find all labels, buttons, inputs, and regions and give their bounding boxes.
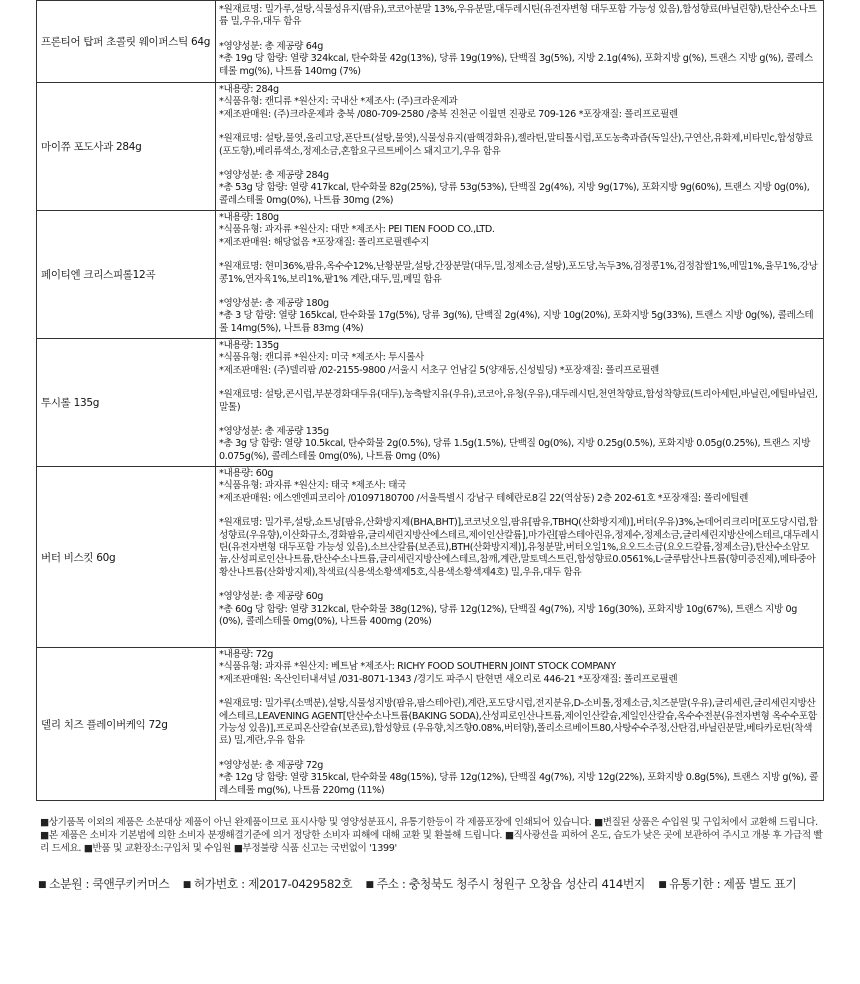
- spacer: [219, 29, 820, 41]
- nutrition-total: *영양성분: 총 제공량 284g: [219, 170, 329, 182]
- spacer: [219, 505, 820, 517]
- spacer: [219, 286, 820, 298]
- product-details: [216, 211, 824, 339]
- nutrition-total: *영양성분: 총 제공량 64g: [219, 40, 324, 52]
- notice-text: ■상기품목 이외의 제품은 소분대상 제품이 아닌 완제품이므로 표시사항 및 영양성분표시, 유통기한등이 각 제품포장에 인쇄되어 있습니다. ■변질된 상품은 수입원 및 구입처에서 교환해 드립니다. ■본 제품은 소비자 기본법에 의한 소비자 분쟁해결기준에 의거 정당한 소비자 피해에 대해 교환 및 환불해 드립니다. ■직사광선을 피하여 온도, 습도가 낮은 곳에 보관하여 주시고 개봉 후 가급적 빨리 드세요. ■반품 및 교환장소:구입처 및 수입원 ■부정불량 식품 신고는 국번없이 '1399': [40, 817, 823, 854]
- table-row: [37, 83, 824, 211]
- nutrition-facts: *총 60g 당 함량: 열량 312kcal, 탄수화물 38g(12%), 당류 12g(12%), 단백질 4g(7%), 지방 16g(30%), 포화지방 10g(67%), 트랜스 지방 0g(0%), 콜레스테롤 0mg(0%), 나트륨 400mg (20%): [219, 603, 797, 628]
- square-bullet-icon: ■: [38, 880, 47, 890]
- food-type: *식품유형: 캔디류 *원산지: 국내산 *제조사: (주)크라운제과: [219, 96, 458, 108]
- ingredients: *원재료명: 현미36%,팜유,옥수수12%,난황분말,설탕,간장분말(대두,밀,정제소금,설탕),포도당,녹두3%,검정콩1%,검정찹쌀1%,메밀1%,율무1%,강낭콩1%,연자육1%,보리1%,팥1% 계란,대두,밀,메밀 함유: [219, 261, 818, 285]
- product-name: 투시롤 135g: [37, 339, 216, 467]
- product-details: [216, 83, 824, 211]
- product-name: 버터 비스킷 60g: [37, 467, 216, 648]
- distributor-text: 소분원 : 쿡앤쿠키커머스: [49, 877, 170, 891]
- address-info: [365, 877, 644, 891]
- nutrition-total: *영양성분: 총 제공량 60g: [219, 591, 324, 603]
- content-amount: *내용량: 284g: [219, 84, 279, 95]
- nutrition-total: *영양성분: 총 제공량 180g: [219, 298, 329, 310]
- spacer: [219, 414, 820, 426]
- manufacturer: *제조판매원: (주)크라운제과 충북 /080-709-2580 /충북 진천군 이월면 진광로 709-126 *포장재질: 폴리프로필렌: [219, 108, 678, 120]
- manufacturer: *제조판매원: 해당없음 *포장재질: 폴리프로필렌수지: [219, 236, 430, 248]
- spacer: [219, 249, 820, 261]
- product-name: 마이쮸 포도사과 284g: [37, 83, 216, 211]
- table-row: [37, 211, 824, 339]
- spacer: [219, 121, 820, 133]
- table-row: [37, 467, 824, 648]
- food-type: *식품유형: 과자류 *원산지: 태국 *제조사: 태국: [219, 480, 407, 492]
- spacer: [219, 377, 820, 389]
- content-amount: *내용량: 180g: [219, 212, 279, 223]
- nutrition-facts: *총 19g 당 함량: 열량 324kcal, 탄수화물 42g(13%), 당류 19g(19%), 단백질 3g(5%), 지방 2.1g(4%), 포화지방 g(%), 트랜스 지방 g(%), 콜레스테롤 mg(%), 나트륨 140mg (7%): [219, 53, 813, 77]
- food-type: *식품유형: 캔디류 *원산지: 미국 *제조사: 투시롤사: [219, 352, 424, 364]
- square-bullet-icon: ■: [365, 880, 374, 890]
- spacer: [219, 158, 820, 170]
- food-type: *식품유형: 과자류 *원산지: 대만 *제조사: PEI TIEN FOOD CO.,LTD.: [219, 224, 495, 236]
- content-amount: *내용량: 135g: [219, 340, 279, 351]
- square-bullet-icon: ■: [658, 880, 667, 890]
- table-row: [37, 648, 824, 801]
- nutrition-facts: *총 12g 당 함량: 열량 315kcal, 탄수화물 48g(15%), 당류 12g(12%), 단백질 4g(7%), 지방 12g(22%), 포화지방 0.8g(5%), 트랜스 지방 g(%), 콜레스테롤 mg(%), 나트륨 220mg (11%): [219, 772, 819, 796]
- ingredients: *원재료명: 밀가루,설탕,식물성유지(팜유),코코아분말 13%,우유분말,대두레시틴(유전자변형 대두포함 가능성 있음),합성향료(바닐린향),탄산수소나트륨 밀,우유,대두 함유: [219, 4, 817, 28]
- content-amount: *내용량: 60g: [219, 468, 274, 479]
- seller-info-bar: [38, 875, 838, 892]
- ingredients: *원재료명: 밀가루,설탕,쇼트닝[팜유,산화방지제(BHA,BHT)],코코넛오일,팜유[팜유,TBHQ(산화방지제)],버터(우유)3%,논데어리크리머[포도당시럽,합성향료(우유향),이산화규소,경화팜유,글리세린지방산에스테르,제이인산칼륨],마가린[팜스테아린유,정제수,정제소금,글리세린지방산에스테르,대두레시틴(유전자변형 대두포함 가능성 있음),소브산칼륨(보존료),BTH(산화방지제)],유청분말,버터오일1%,요오드소금(요오드칼륨,정제소금),탄산수소암모늄,산성피로인산나트륨,탄산수소나트륨,글리세린지방산에스테르,참깨,계란,말토덱스트린,합성향료0.0561%,L-글루탐산나트륨(향미증진제),메타중아황산나트륨(산화방지제),착색료(식용색소황색제5호,식용색소황색제4호) 밀,우유,대두 함유: [219, 517, 819, 578]
- nutrition-facts: *총 3 당 함량: 열량 165kcal, 탄수화물 17g(5%), 당류 3g(%), 단백질 2g(4%), 지방 10g(20%), 포화지방 5g(33%), 트랜스 지방 0g(%), 콜레스테롤 14mg(5%), 나트륨 83mg (4%): [219, 310, 814, 334]
- product-details: [216, 339, 824, 467]
- nutrition-facts: *총 53g 당 함량: 열량 417kcal, 탄수화물 82g(25%), 당류 53g(53%), 단백질 2g(4%), 지방 9g(17%), 포화지방 9g(60%), 트랜스 지방 0g(0%), 콜레스테롤 0mg(0%), 나트륨 30mg (2%): [219, 182, 813, 206]
- product-name: 페이티엔 크리스피롤12곡: [37, 211, 216, 339]
- ingredients: *원재료명: 밀가루(소맥분),설탕,식물성지방(팜유,팜스테아린),계란,포도당시럽,전지분유,D-소비톨,정제소금,치즈분말(우유),글리세린,글리세린지방산에스테르,LEAVENING AGENT[탄산수소나트륨(BAKING SODA),산성피로인산나트륨,제이인산칼슘,제일인산칼슘,옥수수전분(유전자변형 옥수수포함 가능성 있음)],프로피온산칼슘(보존료),합성향료 (우유향,치즈향0.08%,버터향),폴리소르베이트80,사탕수수주정,산탄검,바닐린분말,베타카로틴(착색료) 밀,계란,우유 함유: [219, 698, 820, 747]
- spacer: [219, 686, 820, 698]
- product-details: [216, 467, 824, 648]
- product-details: [216, 1, 824, 83]
- content-amount: *내용량: 72g: [219, 649, 274, 660]
- nutrition-total: *영양성분: 총 제공량 72g: [219, 759, 324, 771]
- product-details: [216, 648, 824, 801]
- product-name: 델리 치즈 플레이버케익 72g: [37, 648, 216, 801]
- ingredients: *원재료명: 설탕,물엿,올리고당,폰단트(설탕,물엿),식물성유지(팜핵경화유),젤라틴,말티톨시럽,포도농축과즙(독일산),구연산,유화제,비타민c,합성향료(포도향),베리류색소,정제소금,혼합요구르트베이스 돼지고기,우유 함유: [219, 133, 813, 157]
- spacer: [219, 748, 820, 760]
- permit-text: 허가번호 : 제2017-0429582호: [193, 877, 353, 891]
- table-row: [37, 339, 824, 467]
- distributor-info: [38, 877, 169, 891]
- expiry-info: [658, 877, 796, 891]
- permit-info: [183, 877, 352, 891]
- nutrition-total: *영양성분: 총 제공량 135g: [219, 426, 329, 438]
- square-bullet-icon: ■: [182, 880, 191, 890]
- ingredients: *원재료명: 설탕,콘시럽,부분경화대두유(대두),농축탈지유(우유),코코아,유청(우유),대두레시틴,천연착향료,합성착향료(트리아세틴,바닐린,에틸바닐린,말톨): [219, 389, 818, 413]
- product-name: 프론티어 탑퍼 초콜릿 웨이퍼스틱 64g: [37, 1, 216, 83]
- manufacturer: *제조판매원: (주)델리팜 /02-2155-9800 /서울시 서초구 언남길 5(양재동,신성빌딩) *포장재질: 폴리프로필렌: [219, 364, 659, 376]
- address-text: 주소 : 충청북도 청주시 청원구 오창읍 성산리 414번지: [376, 877, 645, 891]
- food-type: *식품유형: 과자류 *원산지: 베트남 *제조사: RICHY FOOD SOUTHERN JOINT STOCK COMPANY: [219, 661, 616, 673]
- expiry-text: 유통기한 : 제품 별도 표기: [669, 877, 797, 891]
- table-row: [37, 1, 824, 83]
- manufacturer: *제조판매원: 옥산인터내셔널 /031-8071-1343 /경기도 파주시 탄현면 새오리로 446-21 *포장재질: 폴리프로필렌: [219, 673, 678, 685]
- nutrition-facts: *총 3g 당 함량: 열량 10.5kcal, 탄수화물 2g(0.5%), 당류 1.5g(1.5%), 단백질 0g(0%), 지방 0.25g(0.5%), 포화지방 0.05g(0.25%), 트랜스 지방 0.075g(%), 콜레스테롤 0mg(0%), 나트륨 0mg (0%): [219, 438, 813, 462]
- spacer: [219, 579, 820, 591]
- product-info-table: [36, 0, 824, 801]
- manufacturer: *제조판매원: 에스엔엔피코리아 /01097180700 /서울특별시 강남구 테헤란로8길 22(역삼동) 2층 202-61호 *포장재질: 폴리에틸렌: [219, 492, 749, 504]
